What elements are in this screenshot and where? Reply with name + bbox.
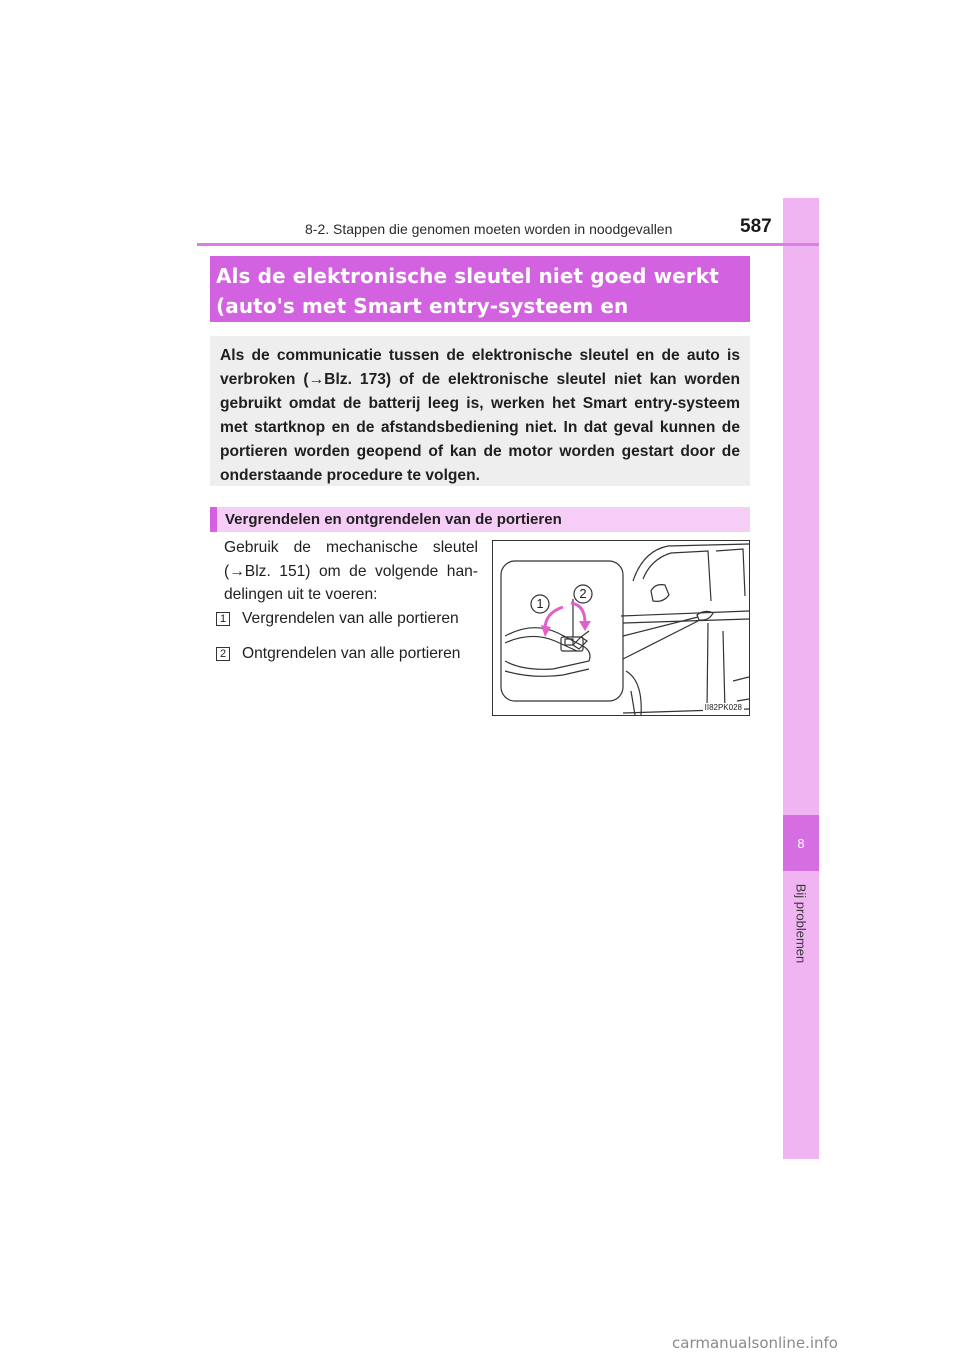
body-paragraph: Gebruik de mechanische sleutel (→Blz. 151) om de volgende han-delingen uit te voeren: (224, 539, 478, 603)
list-item (216, 643, 486, 667)
figure-code: II82PK028 (704, 703, 742, 712)
chapter-label-text: Bij problemen (793, 883, 809, 963)
car-door-icon (493, 541, 749, 715)
watermark: carmanualsonline.info (672, 1334, 838, 1352)
chapter-number: 8 (797, 835, 805, 851)
list-item (216, 607, 486, 631)
subheading: Vergrendelen en ontgrendelen van de portieren (210, 507, 750, 532)
step-number-icon: 2 (216, 647, 230, 661)
step-text: Ontgrendelen van alle portieren (242, 645, 461, 663)
chapter-tab (783, 815, 819, 871)
side-bar (783, 198, 819, 1159)
step-list (216, 607, 486, 678)
chapter-label (783, 878, 819, 968)
page-number: 587 (740, 216, 772, 237)
step-number-icon: 1 (216, 612, 230, 626)
callout-1: 1 (536, 596, 544, 611)
callout-2: 2 (579, 586, 587, 601)
intro-paragraph: Als de communicatie tussen de elektronische sleutel en de auto is verbroken (→Blz. 173) of de elektronische sleutel niet kan worden gebruikt omdat de batterij leeg is, werken het Smart entry-systeem met startknop en de afstandsbediening niet. In dat geval kunnen de portieren worden geopend of kan de motor worden gestart door de onderstaande procedure te volgen. (210, 336, 750, 486)
step-text: Vergrendelen van alle portieren (242, 609, 459, 627)
header-rule (197, 243, 819, 246)
door-lock-illustration (492, 540, 750, 716)
section-reference: 8-2. Stappen die genomen moeten worden in noodgevallen (305, 221, 673, 237)
page-title: Als de elektronische sleutel niet goed werkt (auto's met Smart entry-systeem en (210, 256, 750, 322)
